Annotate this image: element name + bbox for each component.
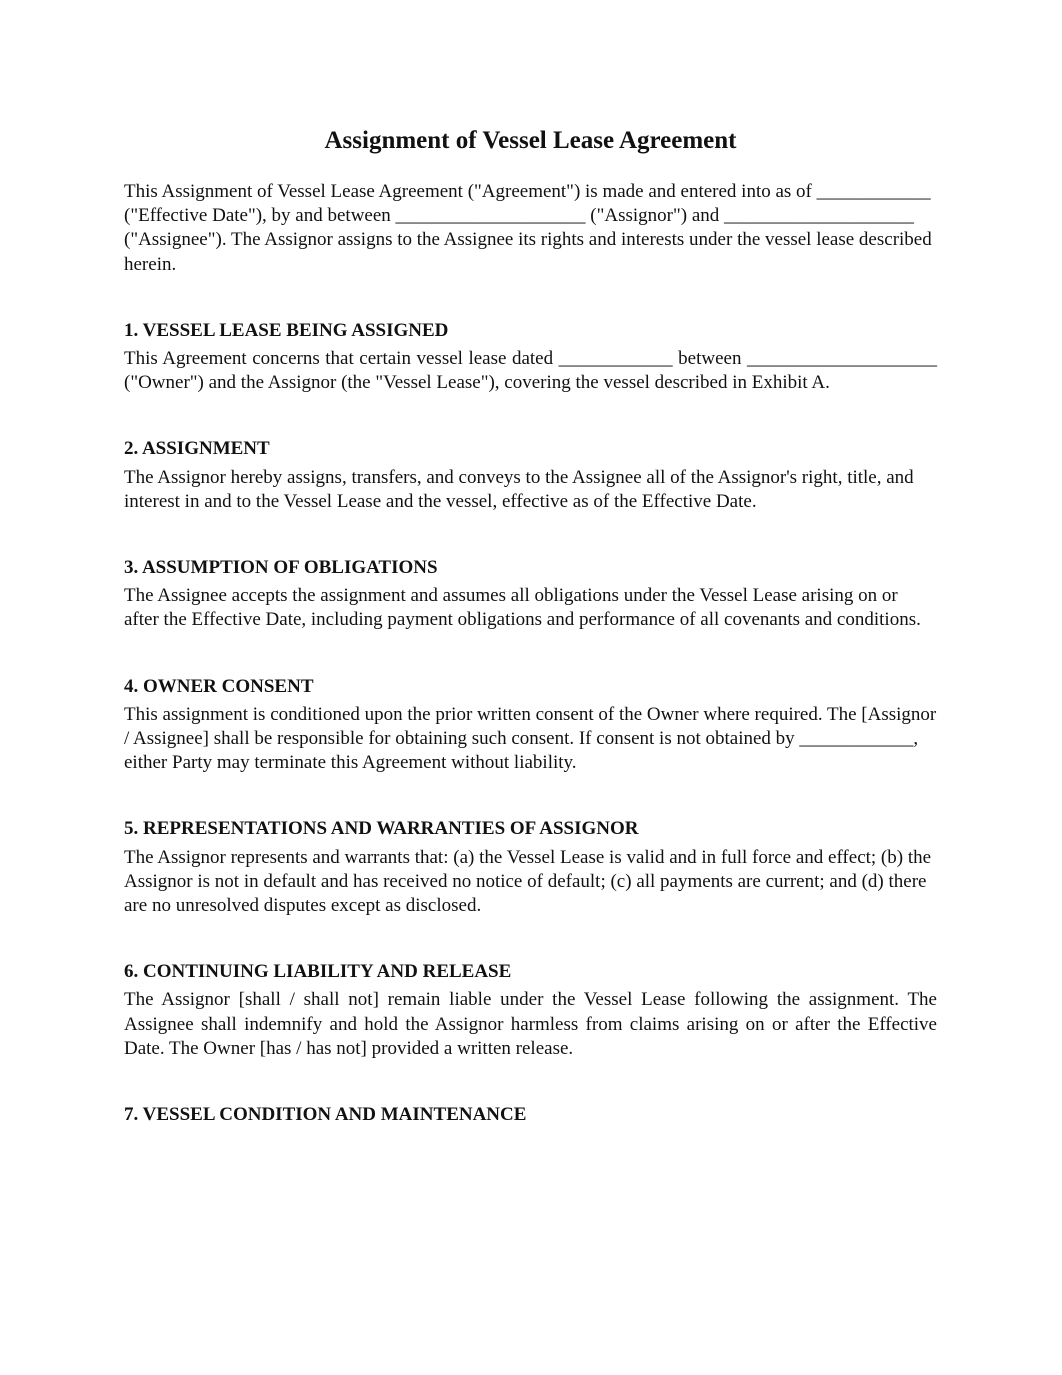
section-heading: 4. OWNER CONSENT xyxy=(124,675,314,697)
section-assignment xyxy=(124,437,937,514)
section-heading: 6. CONTINUING LIABILITY AND RELEASE xyxy=(124,961,512,983)
section-representations-and-warranties xyxy=(124,817,937,918)
document-title: Assignment of Vessel Lease Agreement xyxy=(324,127,737,154)
section-heading: 7. VESSEL CONDITION AND MAINTENANCE xyxy=(124,1104,527,1126)
section-heading: 2. ASSIGNMENT xyxy=(124,438,270,460)
section-heading: 3. ASSUMPTION OF OBLIGATIONS xyxy=(124,557,438,579)
section-heading: 5. REPRESENTATIONS AND WARRANTIES OF ASSIGNOR xyxy=(124,818,639,840)
section-heading: 1. VESSEL LEASE BEING ASSIGNED xyxy=(124,319,449,341)
intro-paragraph: This Assignment of Vessel Lease Agreement ("Agreement") is made and entered into as of ____________ ("Effective Date"), by and between ____________________ ("Assignor") and ____________________ ("Assignee"). The Assignor assigns to the Assignee its rights and interests under the vessel lease described herein. xyxy=(124,181,932,275)
section-continuing-liability-and-release xyxy=(124,960,937,1061)
section-assumption-of-obligations xyxy=(124,556,937,633)
section-vessel-condition-and-maintenance xyxy=(124,1103,937,1127)
section-body: The Assignor [shall / shall not] remain liable under the Vessel Lease following the assignment. The Assignee shall indemnify and hold the Assignor harmless from claims arising on or after the Effective Date. The Owner [has / has not] provided a written release. xyxy=(124,989,937,1059)
section-body: The Assignor represents and warrants that: (a) the Vessel Lease is valid and in full force and effect; (b) the Assignor is not in default and has received no notice of default; (c) all payments are current; and (d) there are no unresolved disputes except as disclosed. xyxy=(124,846,932,917)
section-owner-consent xyxy=(124,675,937,776)
section-body: The Assignor hereby assigns, transfers, and conveys to the Assignee all of the Assignor's right, title, and interest in and to the Vessel Lease and the vessel, effective as of the Effective Date. xyxy=(124,466,914,512)
section-body: This assignment is conditioned upon the prior written consent of the Owner where required. The [Assignor / Assignee] shall be responsible for obtaining such consent. If consent is not obtained by ____________, either Party may terminate this Agreement without liability. xyxy=(124,703,937,774)
section-vessel-lease-being-assigned xyxy=(124,319,937,396)
section-body: This Agreement concerns that certain vessel lease dated ____________ between ____________________ ("Owner") and the Assignor (the "Vessel Lease"), covering the vessel described in Exhibit A. xyxy=(124,348,937,394)
section-body: The Assignee accepts the assignment and assumes all obligations under the Vessel Lease arising on or after the Effective Date, including payment obligations and performance of all covenants and conditions. xyxy=(124,585,921,631)
document-page xyxy=(124,124,937,1131)
